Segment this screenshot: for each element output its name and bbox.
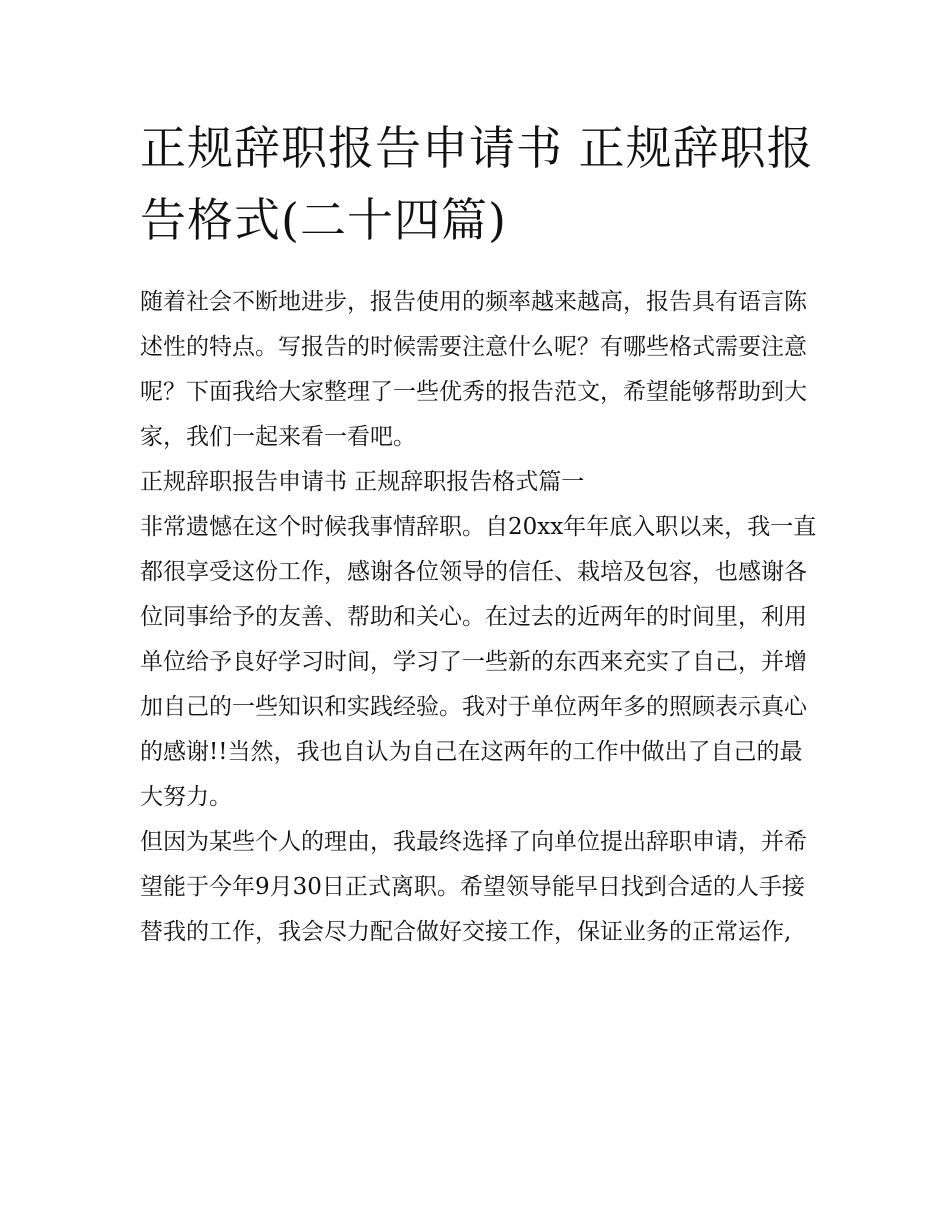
body-paragraph-1: 非常遗憾在这个时候我事情辞职。自20xx年年底入职以来，我一直都很享受这份工作，感谢各位领导的信任、栽培及包容，也感谢各位同事给予的友善、帮助和关心。在过去的近两年的时间里，利用单位给予良好学习时间，学习了一些新的东西来充实了自己，并增加自己的一些知识和实践经验。我对于单位两年多的照顾表示真心的感谢!!当然，我也自认为自己在这两年的工作中做出了自己的最大努力。 xyxy=(140,514,817,810)
document-title: 正规辞职报告申请书 正规辞职报告格式(二十四篇) xyxy=(140,121,814,247)
body-paragraph-2: 但因为某些个人的理由，我最终选择了向单位提出辞职申请，并希望能于今年9月30日正式离职。希望领导能早日找到合适的人手接替我的工作，我会尽力配合做好交接工作，保证业务的正常运作, xyxy=(140,829,807,945)
document-body xyxy=(140,280,820,955)
intro-paragraph: 随着社会不断地进步，报告使用的频率越来越高，报告具有语言陈述性的特点。写报告的时候需要注意什么呢？有哪些格式需要注意呢？下面我给大家整理了一些优秀的报告范文，希望能够帮助到大家，我们一起来看一看吧。 xyxy=(140,289,807,450)
section-heading: 正规辞职报告申请书 正规辞职报告格式篇一 xyxy=(140,469,585,495)
